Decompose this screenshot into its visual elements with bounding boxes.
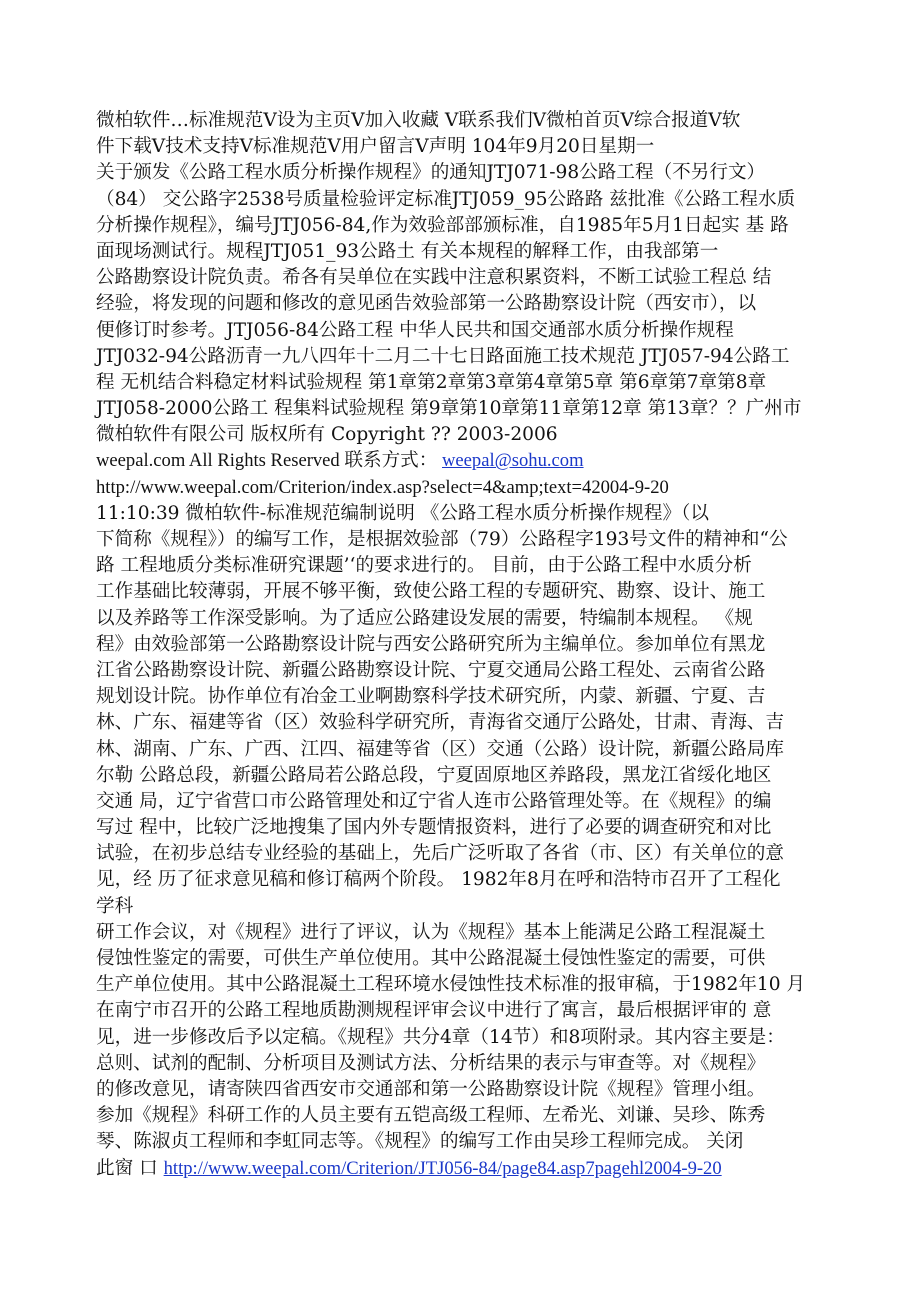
text-line: 尔勒 公路总段，新疆公路局若公路总段，宁夏固原地区养路段，黑龙江省绥化地区 xyxy=(96,764,772,786)
text-line: 琴、陈淑贞工程师和李虹同志等。《规程》的编写工作由吴珍工程师完成。 关闭 xyxy=(96,1131,744,1153)
text-line: 程》由效验部第一公路勘察设计院与西安公路研究所为主编单位。参加单位有黑龙 xyxy=(96,633,766,655)
text-line: 路 工程地质分类标准研究课题’‘的要求进行的。 目前，由于公路工程中水质分析 xyxy=(96,555,752,577)
contact-email-link[interactable]: weepal@sohu.com xyxy=(442,450,584,472)
text-line: 经验，将发现的问题和修改的意见函告效验部第一公路勘察设计院（西安市），以 xyxy=(96,293,757,315)
copyright-line: 微柏软件有限公司 版权所有 Copyright ?? 2003-2006 xyxy=(96,424,558,446)
text-line: （84） 交公路字2538号质量检验评定标准JTJ059_95公路路 兹批准《公路工程水质 xyxy=(96,188,796,210)
text-line: 见，经 历了征求意见稿和修订稿两个阶段。 1982年8月在呼和浩特市召开了工程化 xyxy=(96,869,781,891)
text-line: 面现场测试行。规程JTJ051_93公路土 有关本规程的解释工作，由我部第一 xyxy=(96,240,719,262)
text-line: 侵蚀性鉴定的需要，可供生产单位使用。其中公路混凝土侵蚀性鉴定的需要，可供 xyxy=(96,948,766,969)
text-line: 便修订时参考。JTJ056-84公路工程 中华人民共和国交通部水质分析操作规程 xyxy=(96,319,734,341)
text-line: 分析操作规程》，编号JTJ056-84,作为效验部部颁标准，自1985年5月1日起实 基 路 xyxy=(96,214,789,236)
text-line: 总则、试剂的配制、分析项目及测试方法、分析结果的表示与审查等。对《规程》 xyxy=(96,1052,766,1074)
close-window-line xyxy=(96,1156,826,1182)
document-body xyxy=(96,108,826,1182)
text-line: JTJ058-2000公路工 程集料试验规程 第9章第10章第11章第12章 第13章？？广州市 xyxy=(96,398,802,420)
text-line: 交通 局，辽宁省营口市公路管理处和辽宁省人连市公路管理处等。在《规程》的编 xyxy=(96,790,772,812)
text-line: 见，进一步修改后予以定稿。《规程》共分4章（14节）和8项附录。其内容主要是： xyxy=(96,1026,785,1048)
page-url-link[interactable]: http://www.weepal.com/Criterion/JTJ056-84/page84.asp7pagehl2004-9-20 xyxy=(163,1157,722,1179)
text-line: 参加《规程》科研工作的人员主要有五铠高级工程师、左希光、刘谦、吴珍、陈秀 xyxy=(96,1105,766,1127)
close-window-label: 此窗 口 xyxy=(96,1157,164,1179)
text-line: 程 无机结合料稳定材料试验规程 第1章第2章第3章第4章第5章 第6章第7章第8章 xyxy=(96,371,767,393)
text-line: 规划设计院。协作单位有冶金工业啊勘察科学技术研究所，内蒙、新疆、宁夏、吉 xyxy=(96,686,766,708)
text-line: 研工作会议，对《规程》进行了评议，认为《规程》基本上能满足公路工程混凝土 xyxy=(96,921,766,943)
explanation-title-line: 11:10:39 微柏软件-标准规范编制说明 《公路工程水质分析操作规程》（以 xyxy=(96,502,709,524)
text-line: 在南宁市召开的公路工程地质勘测规程评审会议中进行了寓言，最后根据评审的 意 xyxy=(96,1000,772,1022)
notice-title-line: 关于颁发《公路工程水质分析操作规程》的通知JTJ071-98公路工程（不另行文） xyxy=(96,162,766,184)
contact-line xyxy=(96,448,826,474)
site-nav-date-line: 件下载V技术支持V标准规范V用户留言V声明 104年9月20日星期一 xyxy=(96,136,655,158)
site-nav-line: 微柏软件…标准规范V设为主页V加入收藏 V联系我们V微柏首页V综合报道V软 xyxy=(96,110,741,131)
text-line: 林、广东、福建等省（区）效验科学研究所，青海省交通厅公路处，甘肃、青海、吉 xyxy=(96,712,784,734)
text-line: 林、湖南、广东、广西、江四、福建等省（区）交通（公路）设计院，新疆公路局库 xyxy=(96,738,784,760)
text-line: 试验，在初步总结专业经验的基础上，先后广泛听取了各省（市、区）有关单位的意 xyxy=(96,843,784,865)
text-line: 学科 xyxy=(96,895,134,917)
url-line: http://www.weepal.com/Criterion/index.asp?select=4&amp;text=42004-9-20 xyxy=(96,476,669,498)
contact-label: weepal.com All Rights Reserved 联系方式： xyxy=(96,450,442,472)
text-line: 江省公路勘察设计院、新疆公路勘察设计院、宁夏交通局公路工程处、云南省公路 xyxy=(96,659,766,681)
text-line: 工作基础比较薄弱，开展不够平衡，致使公路工程的专题研究、勘察、设计、施工 xyxy=(96,581,766,603)
text-line: 写过 程中，比较广泛地搜集了国内外专题情报资料，进行了必要的调查研究和对比 xyxy=(96,817,772,839)
text-line: 生产单位使用。其中公路混凝土工程环境水侵蚀性技术标准的报审稿，于1982年10 月 xyxy=(96,974,806,996)
text-line: 下简称《规程》）的编写工作，是根据效验部（79）公路程字193号文件的精神和“公 xyxy=(96,529,788,550)
text-line: JTJ032-94公路沥青一九八四年十二月二十七日路面施工技术规范 JTJ057-94公路工 xyxy=(96,345,790,367)
text-line: 公路勘察设计院负责。希各有吴单位在实践中注意积累资料，不断工试验工程总 结 xyxy=(96,267,772,289)
text-line: 以及养路等工作深受影响。为了适应公路建设发展的需要，特编制本规程。 《规 xyxy=(96,607,753,629)
text-line: 的修改意见，请寄陕四省西安市交通部和第一公路勘察设计院《规程》管理小组。 xyxy=(96,1078,766,1100)
